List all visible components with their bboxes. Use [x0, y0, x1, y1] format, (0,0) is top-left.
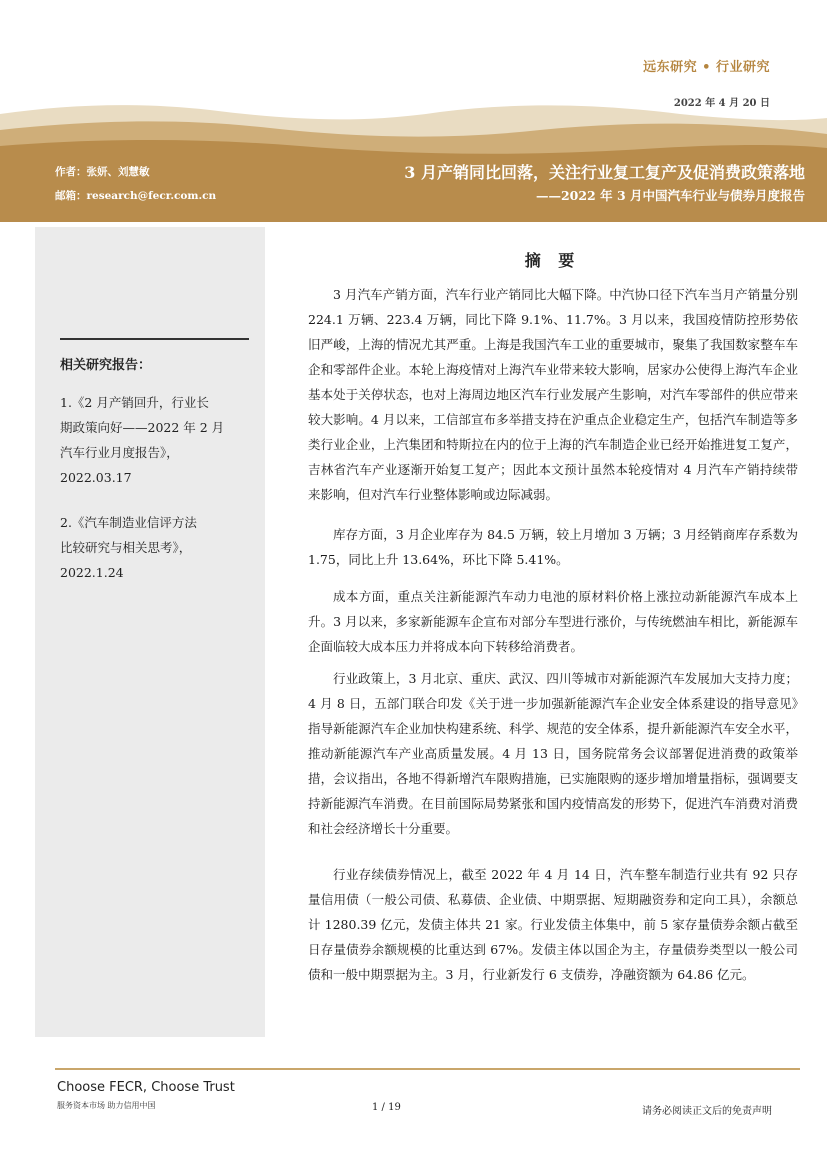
report-subtitle: ——2022 年 3 月中国汽车行业与债券月度报告: [535, 188, 805, 203]
related-report-line: 比较研究与相关思考》，: [60, 540, 192, 555]
related-report-line: 1.《2 月产销回升，行业长: [60, 395, 209, 410]
related-report-item[interactable]: [60, 510, 255, 585]
abstract-paragraph-inventory: 库存方面，3 月企业库存为 84.5 万辆，较上月增加 3 万辆；3 月经销商库存系数为 1.75，同比上升 13.64%，环比下降 5.41%。: [308, 527, 798, 567]
abstract-paragraph-sales: 3 月汽车产销方面，汽车行业产销同比大幅下降。中汽协口径下汽车当月产销量分别 224.1 万辆、223.4 万辆，同比下降 9.1%、11.7%。3 月以来，我国疫情防控形势依旧严峻，上海的情况尤其严重。上海是我国汽车工业的重要城市，聚集了我国数家整车车企和零部件企业。本轮上海疫情对上海汽车业带来较大影响，居家办公使得上海汽车企业基本处于关停状态，也对上海周边地区汽车行业发展产生影响，对汽车零部件的供应带来较大影响。4 月以来，工信部宣布多举措支持在沪重点企业稳定生产，包括汽车制造等多类行业企业，上汽集团和特斯拉在内的位于上海的汽车制造企业已经开始推进复工复产，吉林省汽车产业逐渐开始复工复产；因此本文预计虽然本轮疫情对 4 月汽车产销持续带来影响，但对汽车行业整体影响或边际减弱。: [308, 287, 798, 502]
related-report-line: 2022.1.24: [60, 565, 124, 580]
email-line: 邮箱：research@fecr.com.cn: [55, 190, 217, 202]
report-date: 2022 年 4 月 20 日: [673, 98, 770, 109]
abstract-paragraph-policy: 行业政策上，3 月北京、重庆、武汉、四川等城市对新能源汽车发展加大支持力度；4 月 8 日，五部门联合印发《关于进一步加强新能源汽车企业安全体系建设的指导意见》指导新能源汽车企业加快构建系统、科学、规范的安全体系，提升新能源汽车安全水平，推动新能源汽车产业高质量发展。4 月 13 日，国务院常务会议部署促进消费的政策举措，会议指出，各地不得新增汽车限购措施，已实施限购的逐步增加增量指标，强调要支持新能源汽车消费。在目前国际局势紧张和国内疫情高发的形势下，促进汽车消费对消费和社会经济增长十分重要。: [308, 671, 798, 836]
footer-slogan: 服务资本市场 助力信用中国: [57, 1101, 156, 1110]
brand-label: 远东研究 • 行业研究: [643, 60, 770, 75]
related-report-line: 2.《汽车制造业信评方法: [60, 515, 197, 530]
abstract-paragraph-cost: 成本方面，重点关注新能源汽车动力电池的原材料价格上涨拉动新能源汽车成本上升。3 月以来，多家新能源车企宣布对部分车型进行涨价，与传统燃油车相比，新能源车企面临较大成本压力并将成本向下转移给消费者。: [308, 589, 798, 654]
related-report-item[interactable]: [60, 390, 255, 490]
related-report-line: 期政策向好——2022 年 2 月: [60, 420, 225, 435]
disclaimer-note: 请务必阅读正文后的免责声明: [642, 1106, 772, 1117]
footer-logo: Choose FECR, Choose Trust: [57, 1080, 235, 1095]
sidebar-panel: [35, 227, 265, 1037]
related-reports-heading: 相关研究报告：: [60, 358, 152, 373]
sidebar-divider: [60, 338, 249, 340]
footer-divider: [55, 1068, 800, 1070]
author-line: 作者：张妍、刘慧敏: [55, 166, 150, 178]
abstract-paragraph-bonds: 行业存续债券情况上，截至 2022 年 4 月 14 日，汽车整车制造行业共有 92 只存量信用债（一般公司债、私募债、企业债、中期票据、短期融资券和定向工具），余额总计 1280.39 亿元，发债主体共 21 家。行业发债主体集中，前 5 家存量债券余额占截至日存量债券余额规模的比重达到 67%。发债主体以国企为主，存量债券类型以一般公司债和一般中期票据为主。3 月，行业新发行 6 支债券，净融资额为 64.86 亿元。: [308, 867, 798, 982]
report-title: 3 月产销同比回落，关注行业复工复产及促消费政策落地: [404, 163, 805, 182]
related-report-line: 汽车行业月度报告》，: [60, 445, 179, 460]
page-number: 1 / 19: [372, 1102, 401, 1113]
abstract-title: 摘 要: [524, 251, 581, 270]
related-report-line: 2022.03.17: [60, 470, 132, 485]
